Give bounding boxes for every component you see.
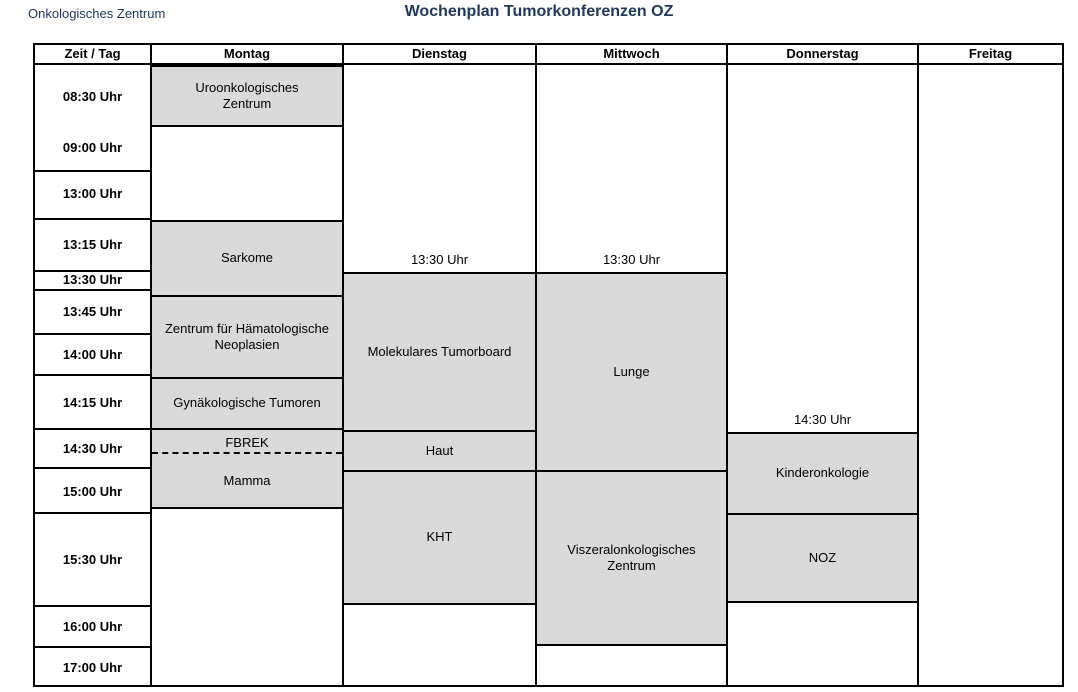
- time-label-1315: 13:15 Uhr: [62, 237, 123, 252]
- table-header-row: [35, 45, 1062, 65]
- time-label-1500: 15:00 Uhr: [62, 484, 123, 499]
- page-title: Wochenplan Tumorkonferenzen OZ: [404, 3, 674, 20]
- time-row-line: [35, 218, 152, 220]
- time-row-line: [35, 333, 152, 335]
- time-label-0900: 09:00 Uhr: [62, 140, 123, 155]
- time-row-line: [35, 605, 152, 607]
- col-header-donnerstag: Donnerstag: [786, 46, 859, 61]
- time-label-0830: 08:30 Uhr: [62, 89, 123, 104]
- time-row-line: [35, 512, 152, 514]
- col-header-montag: Montag: [223, 46, 271, 61]
- event-haut: Haut: [342, 430, 537, 472]
- event-uroonkologisches-zentrum: Uroonkologisches Zentrum: [150, 65, 344, 127]
- schedule-table: [33, 43, 1064, 687]
- event-gynaekologische-tumoren: Gynäkologische Tumoren: [150, 377, 344, 430]
- org-label: Onkologisches Zentrum: [28, 6, 166, 21]
- col-header-mittwoch: Mittwoch: [603, 46, 660, 61]
- time-row-line: [35, 374, 152, 376]
- time-label-1430: 14:30 Uhr: [62, 441, 123, 456]
- thursday-start-time-label: 14:30 Uhr: [793, 412, 852, 427]
- time-label-1400: 14:00 Uhr: [62, 347, 123, 362]
- time-label-1330: 13:30 Uhr: [62, 272, 123, 287]
- event-viszeralonkologisches-zentrum: Viszeralonkologisches Zentrum: [535, 470, 728, 646]
- time-row-line: [35, 467, 152, 469]
- time-row-line: [35, 170, 152, 172]
- time-label-1530: 15:30 Uhr: [62, 552, 123, 567]
- event-sarkome: Sarkome: [150, 220, 344, 297]
- event-molekulares-tumorboard: Molekulares Tumorboard: [342, 272, 537, 432]
- friday-empty-column: [919, 65, 1062, 685]
- event-mamma: Mamma: [223, 473, 271, 488]
- time-label-1700: 17:00 Uhr: [62, 660, 123, 675]
- event-fbrek: FBREK: [225, 434, 269, 450]
- col-header-dienstag: Dienstag: [412, 46, 467, 61]
- time-row-line: [35, 646, 152, 648]
- event-noz: NOZ: [726, 513, 919, 603]
- event-zentrum-haematologische-neoplasien: Zentrum für Hämatologische Neoplasien: [150, 295, 344, 379]
- time-label-1300: 13:00 Uhr: [62, 186, 123, 201]
- time-row-line: [35, 428, 152, 430]
- event-fbrek-mamma-block: [150, 428, 344, 509]
- event-kht: KHT: [342, 470, 537, 605]
- time-label-1415: 14:15 Uhr: [62, 395, 123, 410]
- event-kinderonkologie: Kinderonkologie: [726, 432, 919, 515]
- time-label-1345: 13:45 Uhr: [62, 304, 123, 319]
- col-header-freitag: Freitag: [968, 46, 1013, 61]
- wednesday-start-time-label: 13:30 Uhr: [602, 252, 661, 267]
- time-label-1600: 16:00 Uhr: [62, 619, 123, 634]
- col-header-time: Zeit / Tag: [64, 46, 121, 61]
- tuesday-start-time-label: 13:30 Uhr: [410, 252, 469, 267]
- event-lunge: Lunge: [535, 272, 728, 472]
